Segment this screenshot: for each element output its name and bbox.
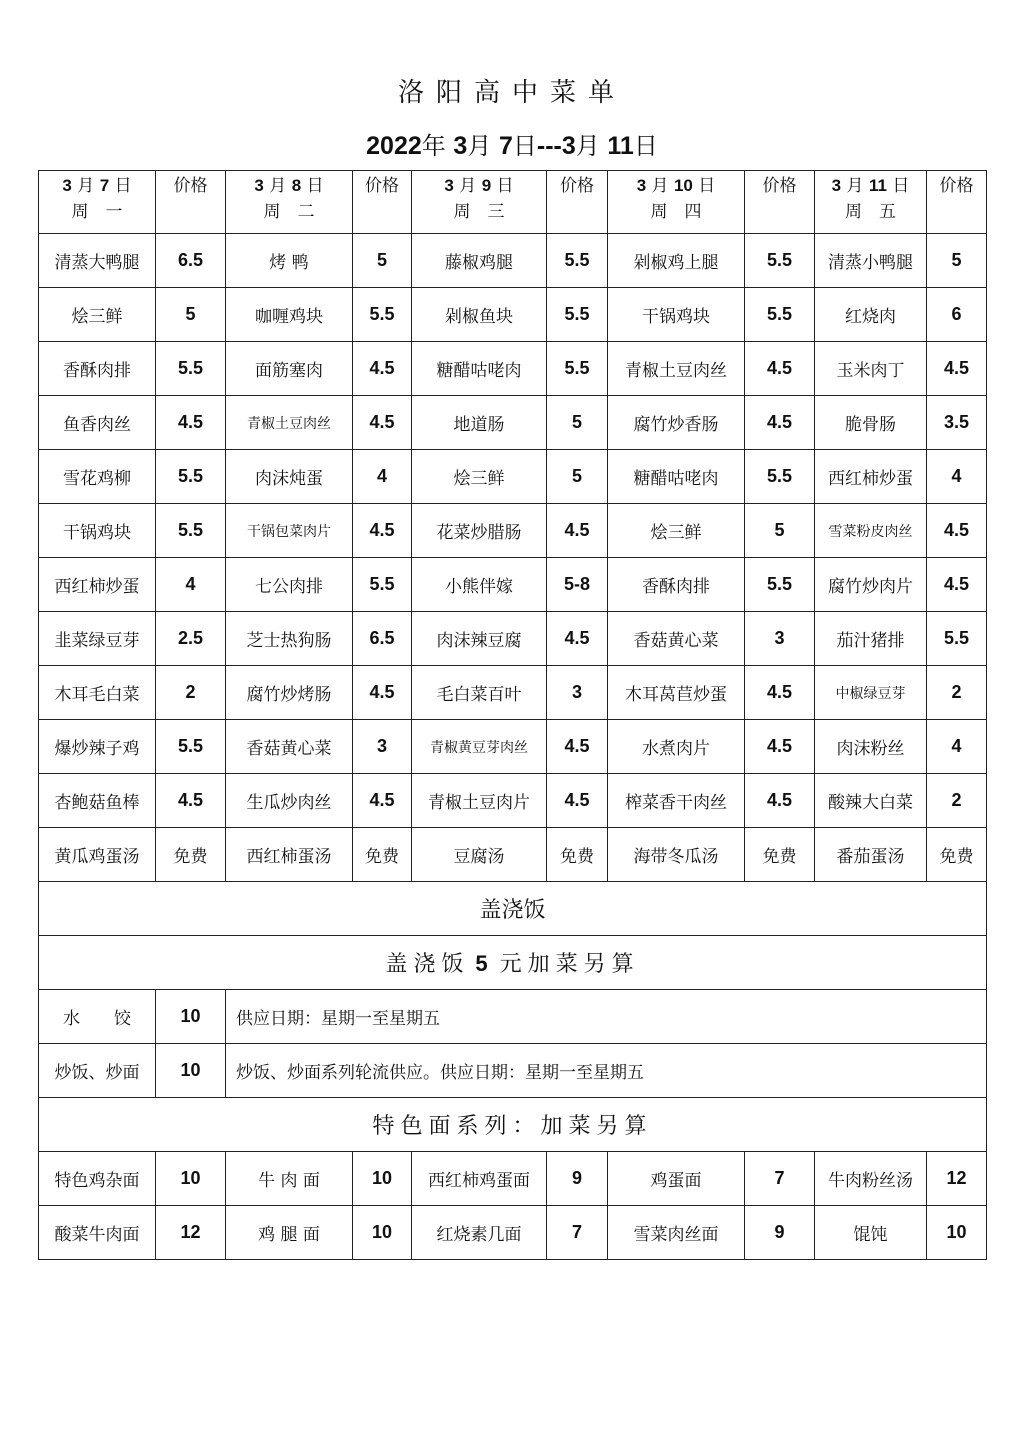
noodle-name: 雪菜肉丝面 <box>608 1206 745 1260</box>
dish-price: 4.5 <box>353 666 412 720</box>
dish-name: 烤 鸭 <box>226 234 353 288</box>
menu-row <box>39 720 987 774</box>
noodle-price: 9 <box>745 1206 815 1260</box>
dish-name: 青椒黄豆芽肉丝 <box>412 720 547 774</box>
menu-row <box>39 450 987 504</box>
dish-price: 6.5 <box>353 612 412 666</box>
dish-price: 4.5 <box>156 396 226 450</box>
dish-name: 小熊伴嫁 <box>412 558 547 612</box>
dish-name: 西红柿蛋汤 <box>226 828 353 882</box>
dish-name: 剁椒鱼块 <box>412 288 547 342</box>
menu-row <box>39 396 987 450</box>
day-header-5: 3 月 11 日 周 五 <box>815 171 927 234</box>
dish-price: 5.5 <box>547 234 608 288</box>
section-row <box>39 1098 987 1152</box>
day-char: 日 <box>512 132 537 160</box>
extra-row <box>39 1044 987 1098</box>
menu-row <box>39 828 987 882</box>
noodle-price: 12 <box>156 1206 226 1260</box>
noodle-row <box>39 1206 987 1260</box>
dish-name: 七公肉排 <box>226 558 353 612</box>
dish-name: 爆炒辣子鸡 <box>39 720 156 774</box>
extra-price: 10 <box>156 1044 226 1098</box>
dish-name: 烩三鲜 <box>39 288 156 342</box>
noodle-name: 馄饨 <box>815 1206 927 1260</box>
dish-price: 免费 <box>547 828 608 882</box>
dish-price: 5 <box>353 234 412 288</box>
dish-name: 糖醋咕咾肉 <box>608 450 745 504</box>
dish-name: 干锅鸡块 <box>608 288 745 342</box>
dish-price: 5.5 <box>745 558 815 612</box>
dish-name: 豆腐汤 <box>412 828 547 882</box>
dish-name: 咖喱鸡块 <box>226 288 353 342</box>
dish-price: 4.5 <box>745 720 815 774</box>
dish-name: 生瓜炒肉丝 <box>226 774 353 828</box>
year-char: 年 <box>421 132 446 160</box>
dish-price: 4.5 <box>927 342 987 396</box>
dish-price: 5.5 <box>353 288 412 342</box>
dish-price: 2 <box>156 666 226 720</box>
month-char: 月 <box>467 132 492 160</box>
dish-name: 青椒土豆肉丝 <box>226 396 353 450</box>
noodle-price: 10 <box>353 1152 412 1206</box>
dish-price: 2 <box>927 774 987 828</box>
dash: --- <box>536 132 562 160</box>
noodle-name: 红烧素几面 <box>412 1206 547 1260</box>
menu-row <box>39 342 987 396</box>
dish-name: 海带冬瓜汤 <box>608 828 745 882</box>
dish-price: 4.5 <box>745 342 815 396</box>
day-header-3: 3 月 9 日 周 三 <box>412 171 547 234</box>
dish-price: 5 <box>547 450 608 504</box>
extra-name: 水 饺 <box>39 990 156 1044</box>
dish-name: 地道肠 <box>412 396 547 450</box>
start-month: 3 <box>453 132 468 160</box>
dish-price: 4.5 <box>156 774 226 828</box>
dish-price: 4.5 <box>927 558 987 612</box>
dish-price: 5.5 <box>547 288 608 342</box>
dish-price: 5 <box>927 234 987 288</box>
gaijiao-label: 盖浇饭 <box>385 952 470 977</box>
noodle-price: 10 <box>156 1152 226 1206</box>
extra-note: 炒饭、炒面系列轮流供应。供应日期：星期一至星期五 <box>226 1044 987 1098</box>
dish-price: 4 <box>156 558 226 612</box>
dish-name: 腐竹炒香肠 <box>608 396 745 450</box>
dish-name: 面筋塞肉 <box>226 342 353 396</box>
dish-price: 4 <box>353 450 412 504</box>
dish-price: 3 <box>353 720 412 774</box>
noodle-price: 7 <box>745 1152 815 1206</box>
dish-name: 香菇黄心菜 <box>226 720 353 774</box>
dish-name: 雪菜粉皮肉丝 <box>815 504 927 558</box>
dish-name: 肉沫辣豆腐 <box>412 612 547 666</box>
dish-price: 5.5 <box>547 342 608 396</box>
dish-price: 5.5 <box>745 234 815 288</box>
noodle-name: 西红柿鸡蛋面 <box>412 1152 547 1206</box>
dish-name: 中椒绿豆芽 <box>815 666 927 720</box>
end-day: 11 <box>607 132 634 160</box>
dish-price: 4.5 <box>353 342 412 396</box>
date-range <box>0 126 1024 161</box>
dish-price: 5 <box>156 288 226 342</box>
dish-name: 韭菜绿豆芽 <box>39 612 156 666</box>
dish-name: 木耳莴苣炒蛋 <box>608 666 745 720</box>
dish-price: 4.5 <box>927 504 987 558</box>
section-gaijiao-title: 盖浇饭 <box>39 882 987 936</box>
dish-price: 5.5 <box>353 558 412 612</box>
dish-price: 免费 <box>745 828 815 882</box>
dish-price: 4.5 <box>547 720 608 774</box>
dish-price: 3 <box>547 666 608 720</box>
dish-price: 免费 <box>927 828 987 882</box>
dish-name: 脆骨肠 <box>815 396 927 450</box>
menu-row <box>39 612 987 666</box>
dish-price: 5 <box>547 396 608 450</box>
dish-price: 4.5 <box>353 504 412 558</box>
dish-name: 水煮肉片 <box>608 720 745 774</box>
dish-price: 免费 <box>156 828 226 882</box>
menu-row <box>39 288 987 342</box>
dish-name: 茄汁猪排 <box>815 612 927 666</box>
dish-price: 2.5 <box>156 612 226 666</box>
dish-price: 5.5 <box>156 342 226 396</box>
noodle-name: 牛肉粉丝汤 <box>815 1152 927 1206</box>
noodle-name: 鸡 腿 面 <box>226 1206 353 1260</box>
dish-price: 5.5 <box>156 720 226 774</box>
dish-name: 青椒土豆肉片 <box>412 774 547 828</box>
dish-price: 4.5 <box>547 612 608 666</box>
price-header: 价格 <box>745 171 815 234</box>
dish-price: 免费 <box>353 828 412 882</box>
section-gaijiao-price <box>39 936 987 990</box>
menu-table <box>38 170 987 1260</box>
noodle-name: 牛 肉 面 <box>226 1152 353 1206</box>
dish-name: 青椒土豆肉丝 <box>608 342 745 396</box>
dish-price: 2 <box>927 666 987 720</box>
day-header-2: 3 月 8 日 周 二 <box>226 171 353 234</box>
price-header: 价格 <box>927 171 987 234</box>
dish-price: 4 <box>927 720 987 774</box>
dish-name: 芝士热狗肠 <box>226 612 353 666</box>
dish-price: 5.5 <box>927 612 987 666</box>
dish-price: 5.5 <box>156 504 226 558</box>
start-day: 7 <box>498 132 513 160</box>
page-title: 洛阳高中菜单 <box>397 78 626 108</box>
end-month: 3 <box>561 132 576 160</box>
noodle-price: 7 <box>547 1206 608 1260</box>
noodle-price: 12 <box>927 1152 987 1206</box>
noodle-name: 酸菜牛肉面 <box>39 1206 156 1260</box>
extra-note: 供应日期：星期一至星期五 <box>226 990 987 1044</box>
dish-name: 香酥肉排 <box>39 342 156 396</box>
dish-name: 毛白菜百叶 <box>412 666 547 720</box>
extra-name: 炒饭、炒面 <box>39 1044 156 1098</box>
gaijiao-note: 元加菜另算 <box>499 952 640 977</box>
dish-name: 酸辣大白菜 <box>815 774 927 828</box>
dish-name: 玉米肉丁 <box>815 342 927 396</box>
noodle-price: 9 <box>547 1152 608 1206</box>
menu-row <box>39 234 987 288</box>
dish-name: 腐竹炒肉片 <box>815 558 927 612</box>
dish-name: 西红柿炒蛋 <box>815 450 927 504</box>
dish-name: 杏鲍菇鱼棒 <box>39 774 156 828</box>
dish-name: 香酥肉排 <box>608 558 745 612</box>
dish-price: 4.5 <box>745 774 815 828</box>
noodle-name: 特色鸡杂面 <box>39 1152 156 1206</box>
price-header: 价格 <box>353 171 412 234</box>
dish-name: 木耳毛白菜 <box>39 666 156 720</box>
gaijiao-price: 5 <box>475 951 494 976</box>
dish-name: 花菜炒腊肠 <box>412 504 547 558</box>
dish-name: 烩三鲜 <box>608 504 745 558</box>
section-row <box>39 882 987 936</box>
dish-price: 6 <box>927 288 987 342</box>
dish-name: 烩三鲜 <box>412 450 547 504</box>
dish-name: 糖醋咕咾肉 <box>412 342 547 396</box>
dish-price: 4.5 <box>745 666 815 720</box>
dish-name: 黄瓜鸡蛋汤 <box>39 828 156 882</box>
dish-name: 肉沫粉丝 <box>815 720 927 774</box>
dish-price: 4.5 <box>353 774 412 828</box>
dish-name: 鱼香肉丝 <box>39 396 156 450</box>
header-row <box>39 171 987 234</box>
dish-name: 藤椒鸡腿 <box>412 234 547 288</box>
menu-row <box>39 666 987 720</box>
day-header-1: 3 月 7 日 周 一 <box>39 171 156 234</box>
dish-price: 5-8 <box>547 558 608 612</box>
dish-name: 红烧肉 <box>815 288 927 342</box>
dish-price: 3.5 <box>927 396 987 450</box>
menu-row <box>39 774 987 828</box>
menu-body <box>39 171 987 1260</box>
noodle-row <box>39 1152 987 1206</box>
dish-name: 干锅鸡块 <box>39 504 156 558</box>
dish-price: 5.5 <box>156 450 226 504</box>
dish-price: 5 <box>745 504 815 558</box>
dish-name: 香菇黄心菜 <box>608 612 745 666</box>
month-char-2: 月 <box>575 132 600 160</box>
dish-name: 清蒸大鸭腿 <box>39 234 156 288</box>
dish-name: 腐竹炒烤肠 <box>226 666 353 720</box>
menu-row <box>39 558 987 612</box>
day-header-4: 3 月 10 日 周 四 <box>608 171 745 234</box>
noodle-price: 10 <box>927 1206 987 1260</box>
extra-price: 10 <box>156 990 226 1044</box>
dish-price: 4.5 <box>745 396 815 450</box>
dish-price: 4.5 <box>353 396 412 450</box>
noodle-name: 鸡蛋面 <box>608 1152 745 1206</box>
dish-name: 榨菜香干肉丝 <box>608 774 745 828</box>
dish-name: 清蒸小鸭腿 <box>815 234 927 288</box>
dish-price: 3 <box>745 612 815 666</box>
section-row <box>39 936 987 990</box>
dish-name: 番茄蛋汤 <box>815 828 927 882</box>
dish-price: 5.5 <box>745 450 815 504</box>
price-header: 价格 <box>156 171 226 234</box>
dish-name: 西红柿炒蛋 <box>39 558 156 612</box>
dish-price: 4.5 <box>547 774 608 828</box>
dish-name: 肉沫炖蛋 <box>226 450 353 504</box>
dish-price: 5.5 <box>745 288 815 342</box>
dish-name: 剁椒鸡上腿 <box>608 234 745 288</box>
section-noodle-title: 特色面系列：加菜另算 <box>39 1098 987 1152</box>
dish-price: 4 <box>927 450 987 504</box>
dish-name: 干锅包菜肉片 <box>226 504 353 558</box>
price-header: 价格 <box>547 171 608 234</box>
menu-row <box>39 504 987 558</box>
dish-name: 雪花鸡柳 <box>39 450 156 504</box>
dish-price: 4.5 <box>547 504 608 558</box>
year: 2022 <box>366 132 422 160</box>
noodle-price: 10 <box>353 1206 412 1260</box>
dish-price: 6.5 <box>156 234 226 288</box>
extra-row <box>39 990 987 1044</box>
day-char-2: 日 <box>633 132 658 160</box>
